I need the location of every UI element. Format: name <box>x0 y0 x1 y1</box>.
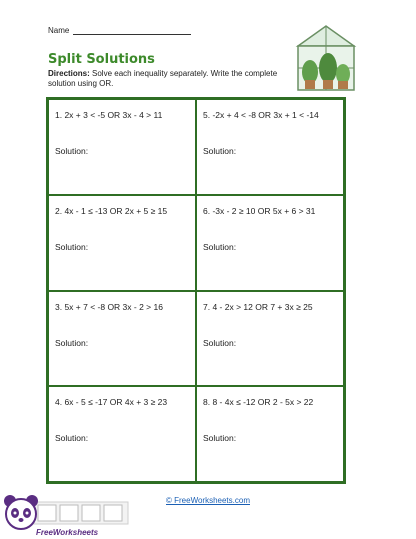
solution-label: Solution: <box>203 337 237 348</box>
problem-cell[interactable] <box>196 99 344 195</box>
problem-cell[interactable] <box>48 386 196 482</box>
problem-grid <box>46 97 346 484</box>
directions-text: Solve each inequality separately. Write the complete solution using OR. <box>48 69 278 88</box>
solution-label: Solution: <box>203 241 237 252</box>
problem-text: 7. 4 - 2x > 12 OR 7 + 3x ≥ 25 <box>203 301 313 312</box>
problem-cell[interactable] <box>48 291 196 387</box>
solution-label: Solution: <box>55 433 89 444</box>
directions <box>48 69 284 89</box>
problem-cell[interactable] <box>196 386 344 482</box>
problem-cell[interactable] <box>196 291 344 387</box>
name-field <box>48 26 191 35</box>
greenhouse-icon <box>284 20 368 96</box>
worksheet-title: Split Solutions <box>48 52 155 67</box>
solution-label: Solution: <box>55 146 89 156</box>
solution-label: Solution: <box>203 146 237 156</box>
copyright-link[interactable]: © FreeWorksheets.com <box>166 496 250 505</box>
name-input-line[interactable] <box>73 26 191 35</box>
problem-text: 3. 5x + 7 < -8 OR 3x - 2 > 16 <box>55 301 163 312</box>
solution-label: Solution: <box>203 433 237 444</box>
problem-cell[interactable] <box>48 99 196 195</box>
problem-cell[interactable] <box>48 195 196 291</box>
problem-text: 4. 6x - 5 ≤ -17 OR 4x + 3 ≥ 23 <box>55 397 168 408</box>
problem-text: 6. -3x - 2 ≥ 10 OR 5x + 6 > 31 <box>203 205 316 216</box>
logo-text: FreeWorksheets <box>36 528 99 537</box>
solution-label: Solution: <box>55 337 89 348</box>
name-label: Name <box>48 26 70 35</box>
problem-text: 1. 2x + 3 < -5 OR 3x - 4 > 11 <box>55 110 163 120</box>
problem-cell[interactable] <box>196 195 344 291</box>
problem-text: 8. 8 - 4x ≤ -12 OR 2 - 5x > 22 <box>203 397 314 408</box>
problem-text: 2. 4x - 1 ≤ -13 OR 2x + 5 ≥ 15 <box>55 205 168 216</box>
solution-label: Solution: <box>55 241 89 252</box>
problem-text: 5. -2x + 4 < -8 OR 3x + 1 < -14 <box>203 110 319 120</box>
directions-label: Directions: <box>48 69 90 78</box>
